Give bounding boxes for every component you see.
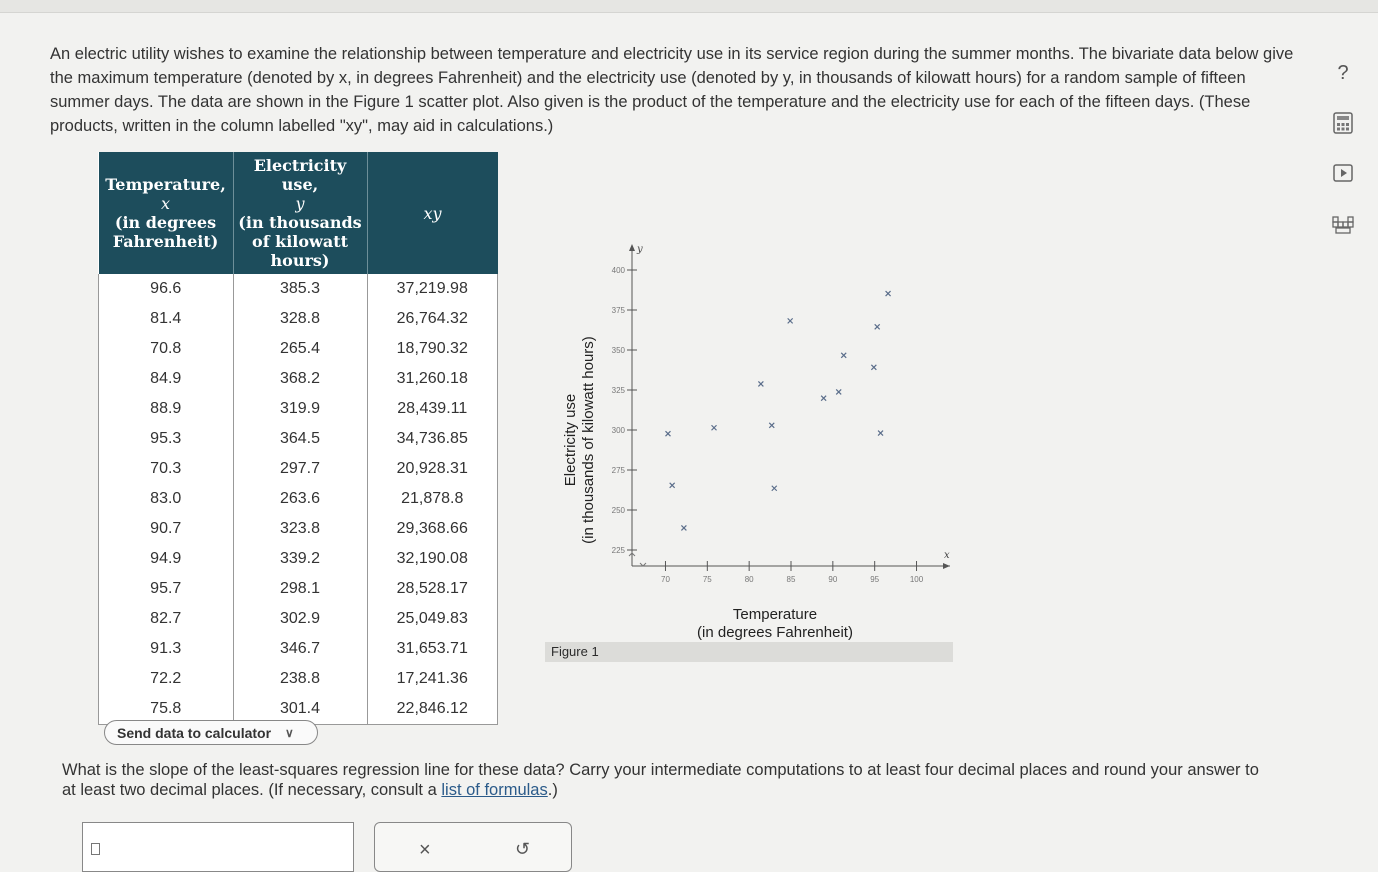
electricity-cell: 323.8 bbox=[233, 514, 367, 544]
xy-cell: 29,368.66 bbox=[367, 514, 498, 544]
table-row bbox=[99, 514, 498, 544]
data-point bbox=[788, 318, 793, 323]
electricity-cell: 301.4 bbox=[233, 694, 367, 725]
table-row bbox=[99, 424, 498, 454]
video-icon[interactable] bbox=[1330, 160, 1356, 186]
header-xy-label: xy bbox=[423, 203, 442, 223]
data-point bbox=[875, 324, 880, 329]
xy-cell: 31,653.71 bbox=[367, 634, 498, 664]
table-row bbox=[99, 604, 498, 634]
xy-cell: 37,219.98 bbox=[367, 274, 498, 304]
data-table bbox=[98, 152, 498, 725]
y-tick-label: 275 bbox=[611, 466, 625, 475]
x-axis-arrow-icon bbox=[943, 563, 950, 569]
temperature-cell: 70.8 bbox=[99, 334, 234, 364]
temperature-cell: 84.9 bbox=[99, 364, 234, 394]
x-tick-label: 100 bbox=[909, 575, 924, 584]
y-axis-label-line1: Electricity use bbox=[562, 393, 579, 487]
table-row bbox=[99, 544, 498, 574]
problem-intro: An electric utility wishes to examine the relationship between temperature and electricity use in its service region during the summer months. The bivariate data below give the maximum temperature (denoted by x, in degrees Fahrenheit) and the electricity use (denoted by y, in thousands of kilowatt hours) for a random sample of fifteen summer days. The data are shown in the Figure 1 scatter plot. Also given is the product of the temperature and the electricity use for each of the fifteen days. (These products, written in the column labelled "xy", may aid in calculations.) bbox=[50, 45, 1294, 135]
electricity-cell: 298.1 bbox=[233, 574, 367, 604]
x-tick-label: 95 bbox=[870, 575, 880, 584]
electricity-cell: 297.7 bbox=[233, 454, 367, 484]
chevron-down-icon: ∨ bbox=[285, 725, 294, 740]
question-body: What is the slope of the least-squares regression line for these data? Carry your intermediate computations to at least four decimal places and round your answer to at least two decimal places. (If necessary, consult a bbox=[62, 761, 1259, 799]
temperature-cell: 95.7 bbox=[99, 574, 234, 604]
electricity-cell: 265.4 bbox=[233, 334, 367, 364]
xy-cell: 28,439.11 bbox=[367, 394, 498, 424]
xy-cell: 22,846.12 bbox=[367, 694, 498, 725]
header-xy bbox=[367, 152, 498, 274]
help-icon[interactable]: ? bbox=[1337, 61, 1349, 84]
electricity-cell: 238.8 bbox=[233, 664, 367, 694]
header-temperature-line1: Temperature, bbox=[105, 175, 226, 194]
temperature-cell: 95.3 bbox=[99, 424, 234, 454]
table-row bbox=[99, 394, 498, 424]
data-point bbox=[665, 431, 670, 436]
xy-cell: 17,241.36 bbox=[367, 664, 498, 694]
header-electricity-var: y bbox=[295, 194, 305, 213]
data-point bbox=[769, 423, 774, 428]
top-bar bbox=[0, 0, 1378, 13]
data-point bbox=[772, 486, 777, 491]
temperature-cell: 72.2 bbox=[99, 664, 234, 694]
table-row bbox=[99, 364, 498, 394]
y-axis-arrow-icon bbox=[629, 244, 635, 251]
xy-cell: 34,736.85 bbox=[367, 424, 498, 454]
answer-input[interactable] bbox=[82, 822, 354, 872]
figure-caption: Figure 1 bbox=[545, 642, 953, 662]
x-axis-letter: x bbox=[944, 550, 950, 561]
electricity-cell: 368.2 bbox=[233, 364, 367, 394]
input-cursor-icon bbox=[91, 843, 100, 855]
temperature-cell: 81.4 bbox=[99, 304, 234, 334]
temperature-cell: 82.7 bbox=[99, 604, 234, 634]
scatter-plot bbox=[540, 240, 960, 590]
data-point bbox=[878, 431, 883, 436]
electricity-cell: 328.8 bbox=[233, 304, 367, 334]
temperature-cell: 90.7 bbox=[99, 514, 234, 544]
xy-cell: 28,528.17 bbox=[367, 574, 498, 604]
header-electricity-line2: (in thousands of kilowatt hours) bbox=[238, 213, 362, 270]
data-point bbox=[712, 425, 717, 430]
temperature-cell: 70.3 bbox=[99, 454, 234, 484]
data-point bbox=[670, 483, 675, 488]
periodic-table-icon[interactable] bbox=[1330, 212, 1356, 238]
table-row bbox=[99, 454, 498, 484]
temperature-cell: 91.3 bbox=[99, 634, 234, 664]
data-point bbox=[871, 365, 876, 370]
xy-cell: 21,878.8 bbox=[367, 484, 498, 514]
electricity-cell: 364.5 bbox=[233, 424, 367, 454]
answer-actions bbox=[374, 822, 572, 872]
question-text bbox=[62, 760, 1262, 800]
electricity-cell: 302.9 bbox=[233, 604, 367, 634]
y-axis-letter: y bbox=[637, 244, 643, 255]
xy-cell: 20,928.31 bbox=[367, 454, 498, 484]
electricity-cell: 319.9 bbox=[233, 394, 367, 424]
table-row bbox=[99, 634, 498, 664]
clear-button[interactable]: × bbox=[419, 839, 431, 861]
data-point bbox=[681, 525, 686, 530]
send-data-label: Send data to calculator bbox=[117, 724, 272, 741]
table-row bbox=[99, 484, 498, 514]
x-tick-label: 75 bbox=[702, 575, 712, 584]
electricity-cell: 339.2 bbox=[233, 544, 367, 574]
calculator-icon[interactable] bbox=[1330, 110, 1356, 136]
y-tick-label: 250 bbox=[611, 506, 625, 515]
y-tick-label: 325 bbox=[611, 386, 625, 395]
y-axis-label bbox=[562, 300, 598, 580]
table-row bbox=[99, 334, 498, 364]
x-tick-label: 80 bbox=[744, 575, 754, 584]
x-tick-label: 90 bbox=[828, 575, 838, 584]
question-suffix: .) bbox=[547, 781, 558, 799]
data-point bbox=[758, 381, 763, 386]
y-tick-label: 375 bbox=[611, 306, 625, 315]
electricity-cell: 385.3 bbox=[233, 274, 367, 304]
y-tick-label: 300 bbox=[611, 426, 625, 435]
electricity-cell: 263.6 bbox=[233, 484, 367, 514]
x-axis-label-line2: (in degrees Fahrenheit) bbox=[697, 624, 853, 641]
list-of-formulas-link[interactable]: list of formulas bbox=[441, 781, 548, 799]
electricity-cell: 346.7 bbox=[233, 634, 367, 664]
y-tick-label: 400 bbox=[611, 266, 625, 275]
data-point bbox=[841, 353, 846, 358]
x-axis-label-line1: Temperature bbox=[732, 606, 818, 623]
header-temperature bbox=[99, 152, 234, 274]
data-point bbox=[836, 389, 841, 394]
x-axis-label bbox=[660, 606, 890, 642]
xy-cell: 18,790.32 bbox=[367, 334, 498, 364]
xy-cell: 31,260.18 bbox=[367, 364, 498, 394]
header-temperature-line2: (in degrees Fahrenheit) bbox=[112, 213, 219, 251]
data-point bbox=[886, 291, 891, 296]
data-table-container bbox=[98, 152, 498, 725]
y-tick-label: 350 bbox=[611, 346, 625, 355]
send-data-to-calculator-button[interactable] bbox=[104, 720, 318, 745]
xy-cell: 32,190.08 bbox=[367, 544, 498, 574]
x-tick-label: 70 bbox=[661, 575, 670, 584]
header-electricity bbox=[233, 152, 367, 274]
temperature-cell: 94.9 bbox=[99, 544, 234, 574]
temperature-cell: 96.6 bbox=[99, 274, 234, 304]
y-axis-label-line2: (in thousands of kilowatt hours) bbox=[580, 336, 597, 544]
xy-cell: 26,764.32 bbox=[367, 304, 498, 334]
table-row bbox=[99, 274, 498, 304]
temperature-cell: 75.8 bbox=[99, 694, 234, 725]
xy-cell: 25,049.83 bbox=[367, 604, 498, 634]
y-tick-label: 225 bbox=[611, 546, 625, 555]
temperature-cell: 83.0 bbox=[99, 484, 234, 514]
table-row bbox=[99, 574, 498, 604]
temperature-cell: 88.9 bbox=[99, 394, 234, 424]
table-row bbox=[99, 664, 498, 694]
x-tick-label: 85 bbox=[786, 575, 796, 584]
table-row bbox=[99, 304, 498, 334]
undo-button[interactable]: ↺ bbox=[515, 839, 531, 859]
data-point bbox=[821, 396, 826, 401]
header-temperature-var: x bbox=[160, 194, 171, 213]
header-electricity-line1: Electricity use, bbox=[253, 156, 347, 194]
